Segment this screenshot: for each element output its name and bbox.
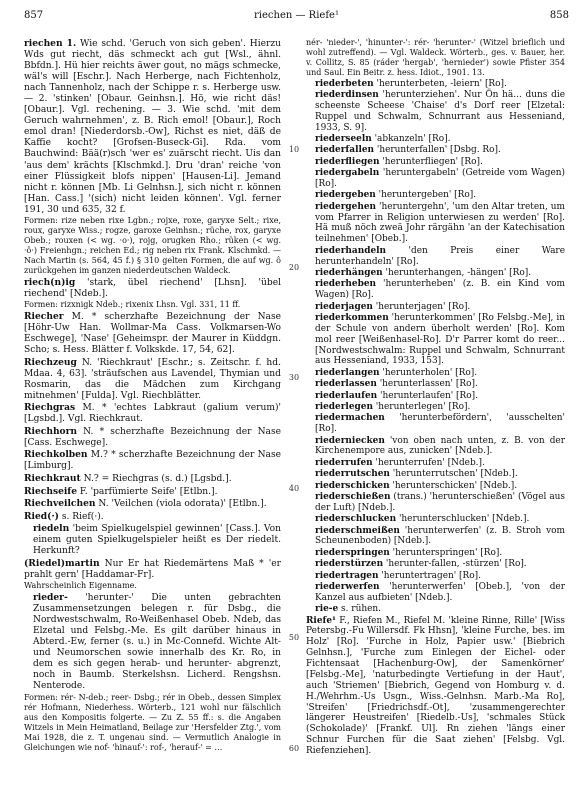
- entry-headword: riederschmeißen: [315, 525, 400, 536]
- entry-headword: riederjagen: [315, 301, 373, 312]
- line-number: 60: [288, 744, 300, 753]
- entry-text: 'herunterlassen' [Ro].: [376, 379, 478, 390]
- dictionary-entry: [24, 311, 281, 356]
- dictionary-entry: [306, 436, 565, 458]
- entry-text: Nur Er hat Riedemärtens Maß * 'er prahlt gern' [Haddamar-Fr].: [24, 558, 281, 580]
- dictionary-entry: [24, 486, 281, 498]
- dictionary-entry: [24, 592, 281, 692]
- entry-headword: riederlangen: [315, 367, 380, 378]
- entry-headword: riedermachen: [315, 413, 385, 424]
- line-number: 30: [288, 373, 300, 382]
- dictionary-entry: [24, 426, 281, 449]
- note-paragraph: [306, 38, 565, 78]
- entry-text: nér- 'nieder-', 'hinunter-': rér- 'herunter-' (Witzel brieflich und wohl zutreffend). — Vgl. Waldeck. Wörterb., ges. v. Bauer, her. v. Collitz, S. 85 (ráder 'hergab', 'herniedеr') sowie Pfister 354 und Saul. Ein Beitr. z. hess. Idiot., 1901. 13.: [306, 38, 565, 77]
- dictionary-entry: [306, 559, 565, 570]
- note-paragraph: [24, 216, 281, 276]
- left-column: [24, 38, 281, 753]
- entry-text: Wie schd. 'Geruch von sich geben'. Hierzu Wds gut riecht, däs schmeckt ach gut [Wsl., ähnl. Bbfdn.]. Hü hier reichts äwer gout, no mägs schmecke, wäl's will [Eschr.]. Nach Herberge, nach Fichtenholz, nach Tannenholz, nach der Schippe r. s. Herberge usw. — 2. 'stinken' [Obaur. Geinhsn.]. Hö, wie richt däs! [Obaur.]. Vgl. rechening. — 3. Wie schd. 'mit dem Geruch wahrnehmen', z. B. Rich emol! [Obaur.], Roch emol dran! [Niederdorsb.-Ow], Richst es niet, däß de Kaffie kocht? [Grofsen-Buseck-Gi]. Rda. vom Bauchwind: Bää(r)sch 'wer es' zuärscht riecht. Uis dan 'aus dem' krächts [Klschmkd.]. Dru 'dran' reiche 'von einer Flüssigkeit blofs nippen' [Hausen-Li]. Jemand nicht r. können [Mb. Li Gelnhsn.], sich nicht r. können [Han. Cass.] '(sich) nicht leiden können'. Vgl. ferner 191, 30 und 635, 32 f.: [24, 39, 281, 215]
- entry-text: F., Riefen M., Riefel M. 'kleine Rinne, Rille' [Wiss Petersbg.-Fu Willersdf. Fk Hhsn], 'kleine Furche, bes. im Holz' [Ro]. 'Furche in Holz, Papier usw.' [Biebrich Gelnhsn.], 'Furche zum Einlegen der Eichel- oder Fichtensaat [Hachenburg-Ow], der Samenkörner' [Felsbg.-Me], 'naturbedingte Vertiefung in der Haut', auch 'Striemen' [Biebrich, Gegend von Homburg v. d. H./Wehrhm.-Us Usgn., Wiss.-Gelnhsn. Marb.-Ma Ro], 'Streifen' [Friedrichsdf.-Ot], 'zusammengerechter längerer Heustreifen' [Riedelb.-Us], 'schmales Stück (Schokolade)' [Frankf. Ul]. Rn ziehen 'längs einer Schnur Furchen für die Saat ziehen' [Felsbg. Vgl. Riefenziehen].: [306, 615, 565, 756]
- dictionary-entry: [24, 473, 281, 485]
- entry-text: 'herunterjagen' [Ro].: [372, 301, 471, 312]
- line-number: 10: [288, 145, 300, 154]
- dictionary-entry: [306, 168, 565, 190]
- entry-headword: riech(n)ig: [24, 276, 76, 288]
- page-header: [24, 10, 569, 26]
- entry-headword: riechen 1.: [24, 38, 77, 49]
- page-number-right: 858: [549, 10, 569, 21]
- entry-text: 'herunterfallen' [Dsbg. Ro].: [374, 145, 501, 156]
- entry-text: Wahrscheinlich Eigenname.: [24, 581, 137, 591]
- entry-headword: Riecher: [24, 310, 64, 322]
- entry-text: 'von oben nach unten, z. B. von der Kirchenempore aus, zunicken' [Ndeb.].: [315, 435, 565, 457]
- entry-text: Formen: rizxnigk Ndeb.; rixenix Lhsn. Vgl. 331, 11 ff.: [24, 300, 241, 310]
- entry-text: F. 'parfümierte Seife' [Etlbn.].: [77, 486, 218, 497]
- dictionary-entry: [306, 481, 565, 492]
- entry-text: Formen: rér- N-deb.; reer- Dsbg.; rér in Obeb., dessen Simplex rér Hofmann, Niederhess. Wörterb., 121 wohl nur fälschlich aus den Kompositis folgerte. — Zu Z. 55 ff.: s. die Angaben Witzels in Mein Heimatland, Beilage zur 'Hersfelder Ztg.', vom Mai 1928, die z. T. ungenau sind. — Vermutlich Analogie in Gleichungen wie nof- 'hinauf-': rof-, 'herauf-' = …: [24, 692, 281, 752]
- dictionary-entry: [306, 190, 565, 201]
- entry-headword: rie-e: [315, 604, 339, 615]
- page-number-left: 857: [24, 10, 44, 21]
- entry-text: 'herunterziehen'. Nur Ön hä... duns die scheenste Scheese 'Chaise' d's Dorf reer [Elzetal: Ruppel und Schwalm, Schnurrant aus Hesseniand, 1933, S. 9].: [315, 89, 565, 133]
- entry-text: 'heruntergehn', 'um den Altar treten, um vom Pfarrer in Religion unterwiesen zu werden' [Ro]. Hä muß nöch zweä Johr rärgähn 'an der Katechisation teilnehmen' [Obeb.].: [315, 201, 565, 245]
- dictionary-entry: [24, 402, 281, 425]
- dictionary-entry: [306, 379, 565, 390]
- entry-text: 'herunterspringen' [Ro].: [389, 547, 503, 558]
- dictionary-entry: [24, 523, 281, 557]
- entry-headword: Riechseife: [24, 485, 78, 497]
- entry-headword: riedergabeln: [315, 168, 380, 178]
- dictionary-entry: [306, 279, 565, 301]
- entry-text: M.? * scherzhafte Bezeichnung der Nase [Limburg].: [24, 450, 281, 472]
- entry-text: N. 'Veilchen (viola odorata)' [Etlbn.].: [95, 499, 267, 510]
- entry-text: 'herunterfliegen' [Ro].: [379, 156, 483, 167]
- entry-text: N. 'Riechkraut' [Eschr.; s. Zeitschr. f. hd. Mdaa. 4, 63]. 'sträufschen aus Lavendel, Thymian und Rosmarin, das die Mädchen zum Kirchgang mitnehmen' [Fulda]. Vgl. Riechblätter.: [24, 357, 281, 401]
- dictionary-entry: [306, 313, 565, 367]
- entry-headword: riederlegen: [315, 401, 373, 412]
- dictionary-entry: [306, 458, 565, 469]
- entry-headword: riederhängen: [315, 267, 383, 278]
- entry-headword: riederlassen: [315, 379, 377, 390]
- dictionary-entry: [306, 134, 565, 145]
- entry-headword: riederdinsen: [315, 89, 379, 100]
- entry-headword: riederrutschen: [315, 469, 390, 480]
- entry-text: 'herunterschicken' [Ndeb.].: [389, 480, 518, 491]
- entry-headword: riederkommen: [315, 312, 389, 323]
- entry-headword: Riefe¹: [306, 615, 336, 626]
- dictionary-entry: [306, 145, 565, 156]
- entry-headword: rieder-: [33, 591, 68, 603]
- entry-text: 'herunterbefördern', 'ausschelten' [Ro].: [315, 413, 565, 435]
- entry-headword: riederfallen: [315, 145, 375, 156]
- entry-text: 'herunterheben' (z. B. ein Kind vom Wagen) [Ro].: [315, 279, 565, 301]
- dictionary-entry: [306, 302, 565, 313]
- note-paragraph: [24, 300, 281, 310]
- dictionary-entry: [24, 558, 281, 581]
- dictionary-entry: [306, 469, 565, 480]
- dictionary-entry: [24, 357, 281, 402]
- entry-headword: riedergeben: [315, 190, 376, 201]
- dictionary-entry: [306, 79, 565, 90]
- entry-headword: Riechveilchen: [24, 498, 96, 510]
- entry-headword: Riechzeug: [24, 356, 77, 368]
- line-number: 40: [288, 484, 300, 493]
- entry-headword: Ried(·): [24, 510, 59, 522]
- entry-text: 'herunterwerfen' (z. B. Stroh vom Scheunenboden) [Ndeb.].: [315, 525, 565, 547]
- dictionary-entry: [306, 246, 565, 268]
- dictionary-entry: [24, 277, 281, 300]
- entry-text: 'herunterwerfen' [Obeb.], 'von der Kanzel aus aufbieten' [Ndeb.].: [315, 581, 565, 603]
- entry-text: N.? = Riechgras (s. d.) [Lgsbd.].: [80, 474, 232, 484]
- entry-text: 'beim Spielkugelspiel gewinnen' [Cass.]. Von einem guten Spielkugelspieler heißt es Der riedelt. Herkunft?: [33, 524, 281, 557]
- dictionary-entry: [24, 38, 281, 216]
- entry-text: M. * scherzhafte Bezeichnung der Nase [Höhr-Uw Han. Wollmar-Ma Cass. Volkmarsen-Wo Eschwege], 'Nase' [Geheimspr. der Maurer in Küddgn. Scho; s. Hess. Blätter f. Volkskde. 17, 54, 62].: [24, 311, 281, 355]
- entry-text: 'heruntergabeln' (Getreide vom Wagen) [Ro].: [315, 168, 565, 189]
- dictionary-entry: [306, 548, 565, 559]
- entry-headword: riederseeln: [315, 133, 372, 144]
- dictionary-entry: [306, 514, 565, 525]
- entry-text: 'herunterrufen' [Ndeb.].: [372, 457, 485, 468]
- entry-text: 'herunter-fallen, -stürzen' [Ro].: [383, 559, 527, 570]
- dictionary-entry: [306, 268, 565, 279]
- entry-headword: riederstürzen: [315, 559, 384, 570]
- dictionary-entry: [24, 498, 281, 510]
- entry-text: 'herunterholen' [Ro].: [379, 367, 478, 378]
- entry-text: 'heruntertragen' [Ro].: [378, 570, 481, 581]
- entry-headword: riederwerfen: [315, 581, 380, 592]
- entry-text: s. rühen.: [338, 604, 381, 615]
- entry-text: s. Rief(·).: [58, 511, 104, 522]
- entry-text: 'herunterschlucken' [Ndeb.].: [396, 514, 530, 525]
- dictionary-entry: [306, 571, 565, 582]
- entry-headword: riederhandeln: [315, 245, 387, 256]
- dictionary-entry: [306, 391, 565, 402]
- entry-text: 'herunterlegen' [Ro].: [372, 401, 471, 412]
- dictionary-entry: [24, 511, 281, 523]
- entry-headword: riederniecken: [315, 435, 385, 446]
- entry-text: 'herunterkommen' [Ro Felsbg.-Me], in der Schule von andern überholt werden' [Ro]. Kom mol reer [Weißenhasel-Ro]. D'r Parrer komt do reer... [Nordwestschwalm: Ruppel und Schwalm, Schnurrant aus Hesseniand, 1933, 153].: [315, 312, 565, 367]
- entry-headword: riederschlucken: [315, 514, 397, 525]
- entry-text: N. * scherzhafte Bezeichnung der Nase [Cass. Eschwege].: [24, 426, 281, 448]
- entry-headword: riederrufen: [315, 457, 373, 468]
- dictionary-entry: [306, 202, 565, 246]
- entry-headword: Riechkolben: [24, 449, 88, 461]
- entry-headword: riedeln: [33, 523, 70, 535]
- entry-text: 'den Preis einer Ware herunterhandeln' [Ro].: [315, 245, 565, 267]
- dictionary-entry: [306, 157, 565, 168]
- dictionary-entry: [306, 526, 565, 548]
- line-number: 50: [288, 633, 300, 642]
- entry-headword: Riechkraut: [24, 473, 81, 484]
- note-paragraph: [24, 581, 281, 591]
- entry-text: 'herunterlaufen' [Ro].: [377, 390, 478, 401]
- entry-headword: riedertragen: [315, 570, 379, 581]
- entry-headword: riederschicken: [315, 480, 390, 491]
- entry-headword: riedergehen: [315, 201, 377, 212]
- running-title: riechen — Riefe¹: [254, 10, 339, 21]
- entry-headword: riederfliegen: [315, 156, 380, 167]
- entry-headword: riederheben: [315, 279, 377, 290]
- right-column: [306, 38, 565, 757]
- note-paragraph: [24, 693, 281, 753]
- entry-text: Formen: rize neben rixe Lgbn.; rojxe, roxe, garyxe Selt.; rixe, roux, garyxe Wiss.; rogze, garoxe Geinhsn.; rüche, rox, garyxe Obeb.; rouxen (< wg. ·o·), rojg, orugken Rho.; rüken (< wg. ·ô·) Freienhgn.; reichen Ed.; rig neben rix Frank. Klschmkd. — Nach Martin (s. 564, 45 f.) § 310 gelten Formen, die auf wg. ô zurückgehen im ganzen niederdeutschen Waldeck.: [24, 216, 281, 276]
- entry-headword: (Riedel)martin: [24, 557, 100, 569]
- entry-headword: Riechgras: [24, 402, 76, 414]
- line-number: 20: [288, 263, 300, 272]
- dictionary-entry: [306, 582, 565, 604]
- entry-headword: riederbeten: [315, 78, 374, 89]
- entry-headword: Riechhorn: [24, 425, 78, 437]
- entry-text: 'herunterbeten, -leiern' [Ro].: [373, 78, 507, 89]
- dictionary-entry: [306, 402, 565, 413]
- entry-headword: riederschießen: [315, 491, 391, 502]
- dictionary-entry: [306, 90, 565, 134]
- entry-text: 'herunter-' Die unten gebrachten Zusammensetzungen belegen r. für Dsbg., die Nordwestschwalm, Ro-Weißenhasel Obeb. Ndeb, das Elzetal und Felsbg.-Me. Es gilt darüber hinaus in Abterd.-Ew, ferner (s. u.) in Mc-Connefd. Wichte Alt- und Neumorschen sowie innerhalb des Kr. Ro, in dem es sich gegen herab- und herunter- abgrenzt, noch in Baumb. Sterkelshsn. Licherd. Rengshsn. Nenterode.: [33, 592, 281, 692]
- entry-text: 'abkanzeln' [Ro].: [371, 133, 451, 144]
- dictionary-entry: [306, 604, 565, 615]
- entry-text: 'stark, übel riechend' [Lhsn]. 'übel riechend' [Ndeb.].: [24, 277, 281, 299]
- dictionary-entry: [306, 413, 565, 435]
- entry-text: 'heruntergeben' [Ro].: [375, 190, 477, 201]
- dictionary-entry: [306, 492, 565, 514]
- entry-headword: riederlaufen: [315, 390, 378, 401]
- dictionary-entry: [306, 368, 565, 379]
- entry-text: M. * 'echtes Labkraut (galium verum)' [Lgsbd.]. Vgl. Riechkraut.: [24, 403, 281, 425]
- entry-headword: riederspringen: [315, 547, 390, 558]
- dictionary-entry: [306, 616, 565, 757]
- entry-text: 'herunterhangen, -hängen' [Ro].: [382, 267, 532, 278]
- entry-text: (trans.) 'herunterschießen' (Vögel aus der Luft) [Ndeb.].: [315, 491, 565, 513]
- entry-text: 'herunterrutschen' [Ndeb.].: [389, 469, 518, 480]
- dictionary-entry: [24, 449, 281, 472]
